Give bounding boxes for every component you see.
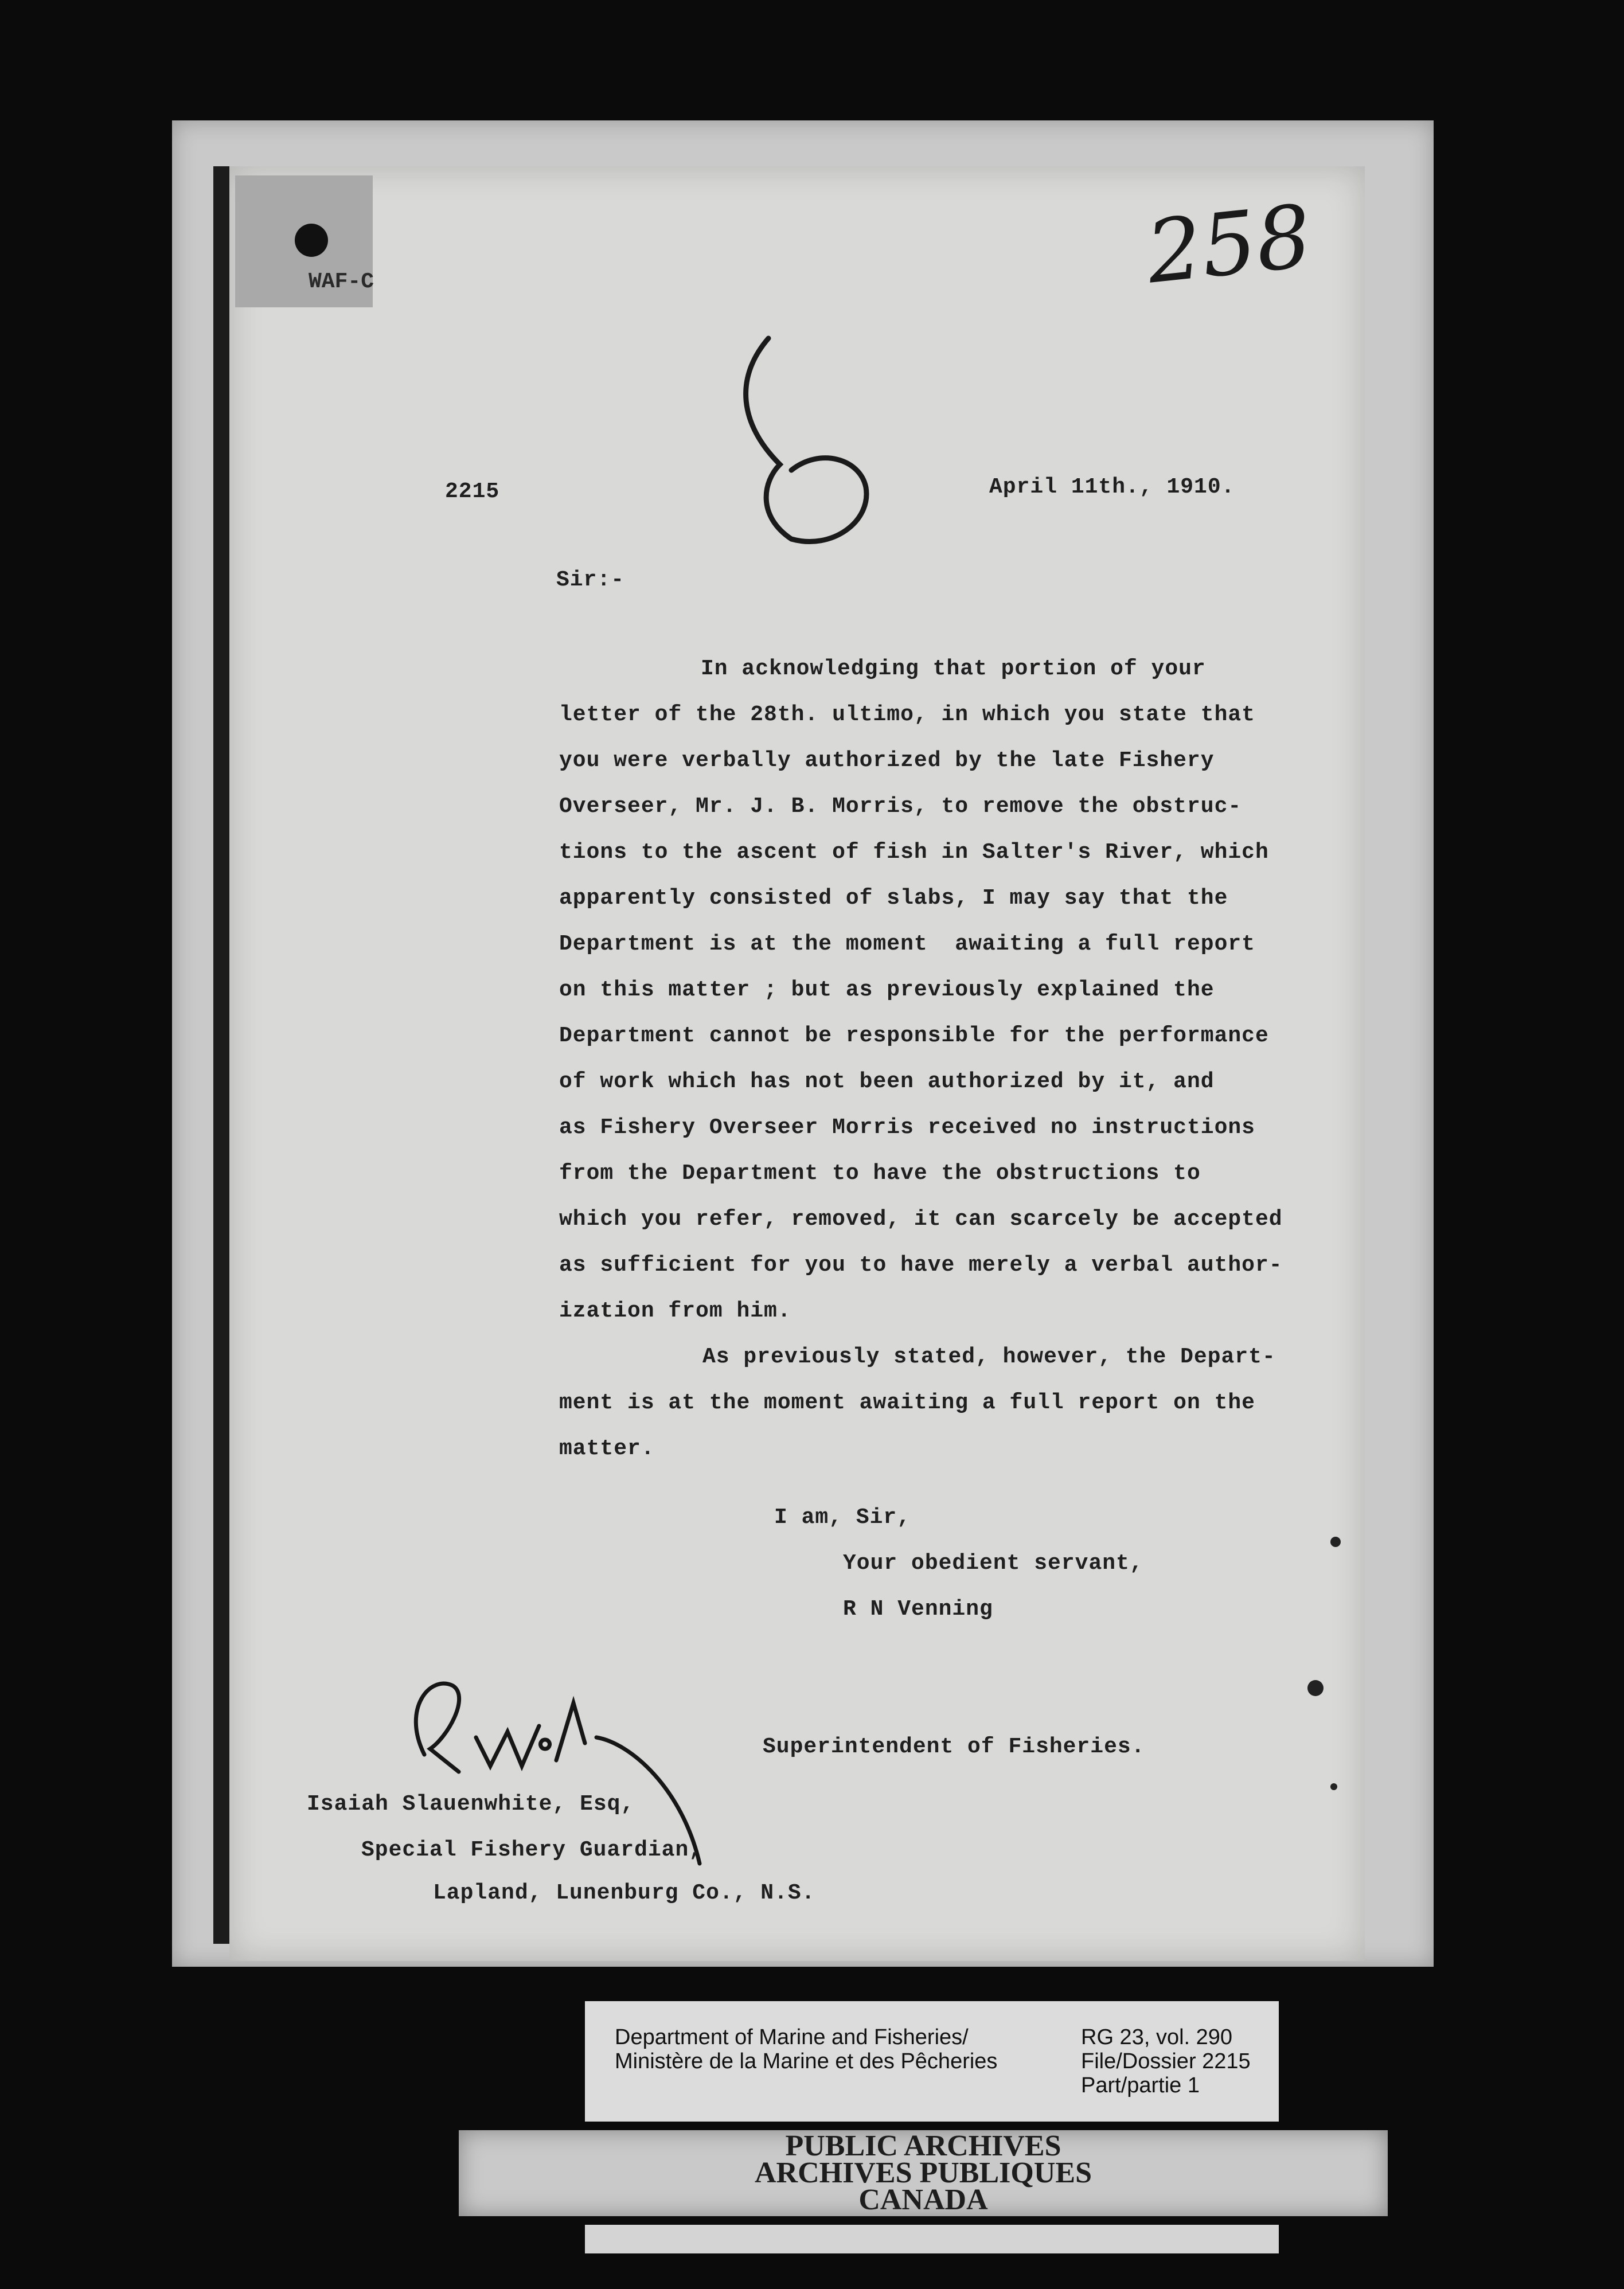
record-group: RG 23, vol. 290: [1081, 2025, 1233, 2049]
handwritten-mark: [728, 333, 889, 556]
file-tab: [235, 175, 373, 307]
folio-number: 258: [1142, 186, 1316, 303]
body-line: on this matter ; but as previously explained the: [559, 978, 1215, 1002]
body-line: from the Department to have the obstructions to: [559, 1161, 1201, 1186]
body-line: ment is at the moment awaiting a full report on the: [559, 1390, 1255, 1415]
body-line: which you refer, removed, it can scarcely be accepted: [559, 1207, 1283, 1232]
body-line: apparently consisted of slabs, I may say that the: [559, 886, 1228, 911]
typed-signature: R N Venning: [843, 1597, 993, 1622]
letter-date: April 11th., 1910.: [989, 475, 1235, 499]
addressee-name: Isaiah Slauenwhite, Esq,: [307, 1792, 635, 1817]
archives-stamp: [459, 2130, 1388, 2216]
part-partie: Part/partie 1: [1081, 2073, 1200, 2097]
specks: [1307, 1680, 1324, 1696]
body-line: Department cannot be responsible for the performance: [559, 1024, 1269, 1048]
body-line: ization from him.: [559, 1299, 791, 1323]
body-line: matter.: [559, 1436, 655, 1461]
body-line: tions to the ascent of fish in Salter's River, which: [559, 840, 1269, 865]
specks: [1330, 1783, 1337, 1790]
stamp-line1: PUBLIC ARCHIVES: [785, 2130, 1061, 2162]
body-line: letter of the 28th. ultimo, in which you state that: [559, 702, 1255, 727]
body-line: As previously stated, however, the Depart-: [702, 1345, 1276, 1369]
body-line: Department is at the moment awaiting a full report: [559, 932, 1255, 956]
signer-title: Superintendent of Fisheries.: [763, 1735, 1145, 1759]
punch-hole: [295, 224, 328, 257]
body-line: Overseer, Mr. J. B. Morris, to remove the obstruc-: [559, 794, 1242, 819]
department-en: Department of Marine and Fisheries/: [615, 2025, 969, 2049]
file-dossier: File/Dossier 2215: [1081, 2049, 1251, 2073]
file-number: 2215: [445, 479, 500, 504]
body-line: In acknowledging that portion of your: [701, 657, 1206, 681]
body-line: you were verbally authorized by the late Fishery: [559, 748, 1215, 773]
addressee-place: Lapland, Lunenburg Co., N.S.: [433, 1881, 815, 1905]
label-strip: [585, 2225, 1279, 2253]
stamp-line2: ARCHIVES PUBLIQUES: [754, 2157, 1092, 2189]
closing: I am, Sir,: [774, 1505, 911, 1530]
body-line: of work which has not been authorized by it, and: [559, 1069, 1215, 1094]
tab-label: WAF-C: [309, 269, 374, 294]
addressee-title: Special Fishery Guardian,: [361, 1838, 703, 1862]
salutation: Sir:-: [556, 568, 625, 592]
department-fr: Ministère de la Marine et des Pêcheries: [615, 2049, 998, 2073]
specks: [1330, 1537, 1341, 1547]
body-line: as Fishery Overseer Morris received no instructions: [559, 1115, 1255, 1140]
closing-line2: Your obedient servant,: [843, 1551, 1143, 1576]
archive-label: [585, 2001, 1279, 2122]
stamp-line3: CANADA: [858, 2183, 988, 2216]
body-line: as sufficient for you to have merely a verbal author-: [559, 1253, 1283, 1278]
